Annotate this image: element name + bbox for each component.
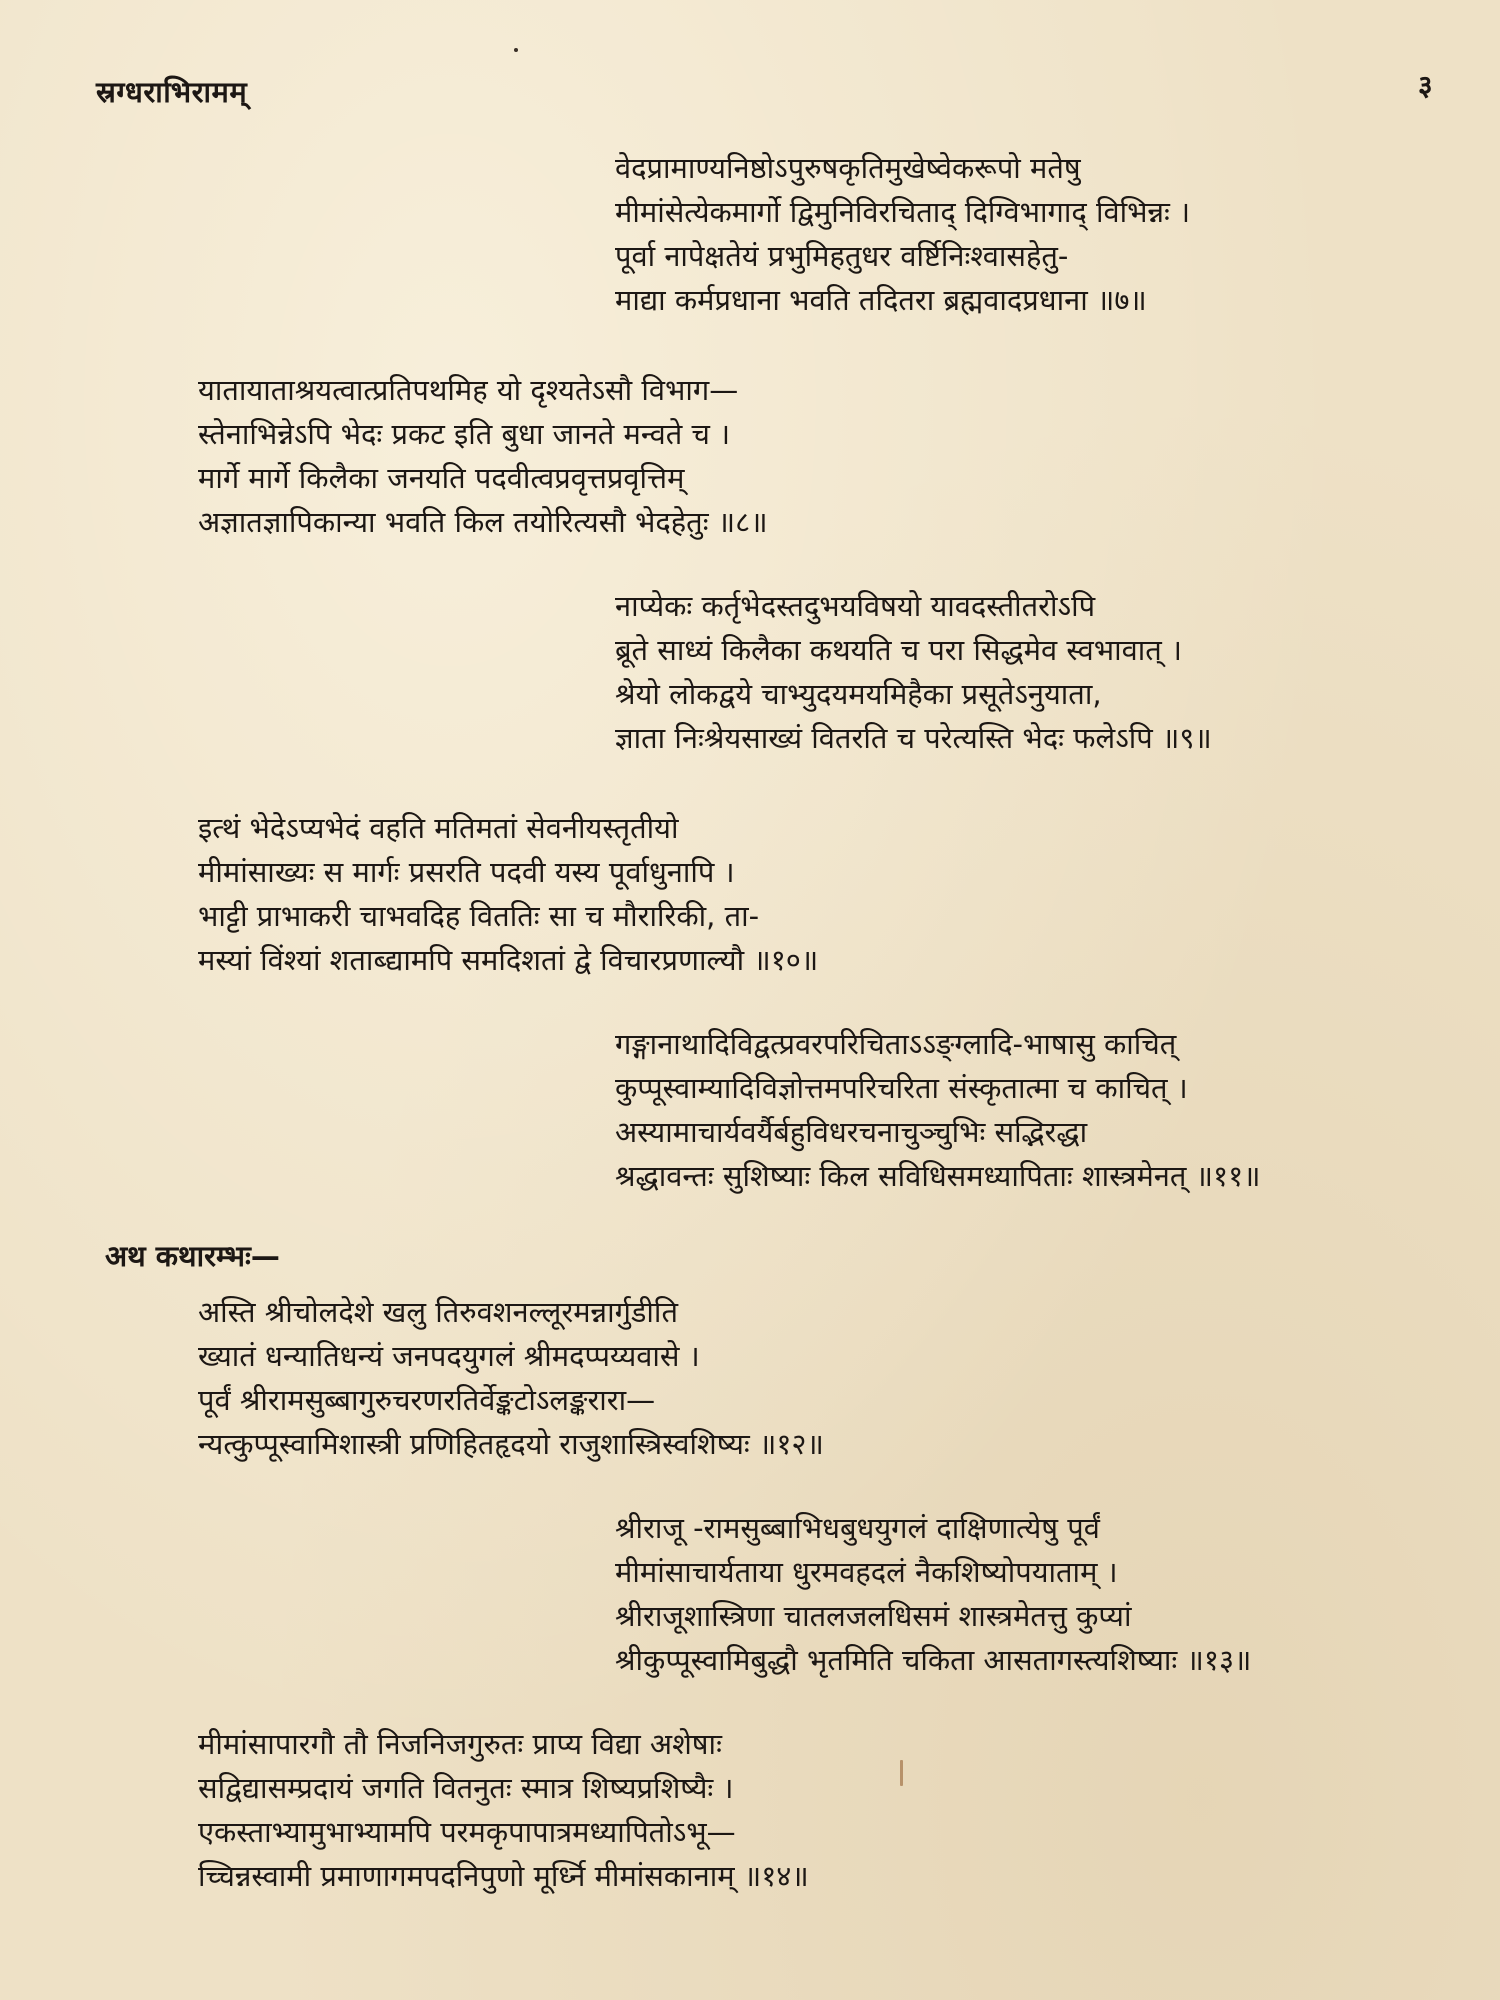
verse-line: श्रीकुप्पूस्वामिबुद्धौ भृतमिति चकिता आसतागस्त्यशिष्याः ॥१३॥: [615, 1643, 1252, 1677]
verse-line: च्चिन्नस्वामी प्रमाणागमपदनिपुणो मूर्ध्नि मीमांसकानाम् ॥१४॥: [198, 1859, 809, 1893]
verse-line: सद्विद्यासम्प्रदायं जगति वितनुतः स्मात्र शिष्यप्रशिष्यैः ।: [198, 1771, 734, 1805]
verse-line: श्रीराजू -रामसुब्बाभिधबुधयुगलं दाक्षिणात्येषु पूर्वं: [615, 1511, 1100, 1545]
verse-line: गङ्गानाथादिविद्वत्प्रवरपरिचिताऽऽङ्ग्लादि-भाषासु काचित्: [615, 1027, 1177, 1061]
verse-9: [615, 584, 1395, 760]
verse-line: कुप्पूस्वाम्यादिविज्ञोत्तमपरिचरिता संस्कृतात्मा च काचित् ।: [615, 1071, 1188, 1105]
verse-7: [615, 146, 1395, 322]
verse-line: माद्या कर्मप्रधाना भवति तदितरा ब्रह्मवादप्रधाना ॥७॥: [615, 283, 1147, 317]
verse-line: मीमांसाचार्यताया धुरमवहदलं नैकशिष्योपयाताम् ।: [615, 1555, 1118, 1589]
verse-line: यातायाताश्रयत्वात्प्रतिपथमिह यो दृश्यतेऽसौ विभाग—: [198, 373, 739, 407]
verse-line: श्रद्धावन्तः सुशिष्याः किल सविधिसमध्यापिताः शास्त्रमेनत् ॥११॥: [615, 1159, 1261, 1193]
verse-line: स्तेनाभिन्नेऽपि भेदः प्रकट इति बुधा जानते मन्वते च ।: [198, 417, 731, 451]
ink-speck: [514, 48, 518, 52]
verse-line: मीमांसापारगौ तौ निजनिजगुरुतः प्राप्य विद्या अशेषाः: [198, 1727, 722, 1761]
verse-line: ब्रूते साध्यं किलैका कथयति च परा सिद्धमेव स्वभावात् ।: [615, 633, 1183, 667]
verse-line: वेदप्रामाण्यनिष्ठोऽपुरुषकृतिमुखेष्वेकरूपो मतेषु: [615, 151, 1081, 185]
running-header-title: स्रग्धराभिरामम्: [96, 75, 248, 109]
verse-line: मीमांसाख्यः स मार्गः प्रसरति पदवी यस्य पूर्वाधुनापि ।: [198, 855, 735, 889]
verse-11: [615, 1022, 1395, 1198]
verse-line: मार्गे मार्गे किलैका जनयति पदवीत्वप्रवृत्तप्रवृत्तिम्: [198, 461, 685, 495]
verse-line: पूर्वं श्रीरामसुब्बागुरुचरणरतिर्वेङ्कटोऽलङ्करारा—: [198, 1383, 656, 1417]
paper-mark: [900, 1760, 903, 1786]
verse-14: [198, 1722, 1058, 1898]
verse-line: इत्थं भेदेऽप्यभेदं वहति मतिमतां सेवनीयस्तृतीयो: [198, 811, 679, 845]
verse-line: नाप्येकः कर्तृभेदस्तदुभयविषयो यावदस्तीतरोऽपि: [615, 589, 1096, 623]
verse-line: मीमांसेत्येकमार्गो द्विमुनिविरचिताद् दिग्विभागाद् विभिन्नः ।: [615, 195, 1191, 229]
verse-line: अस्ति श्रीचोलदेशे खलु तिरुवशनल्लूरमन्नार्गुडीति: [198, 1295, 678, 1329]
verse-line: ज्ञाता निःश्रेयसाख्यं वितरति च परेत्यस्ति भेदः फलेऽपि ॥९॥: [615, 721, 1212, 755]
verse-12: [198, 1290, 1058, 1466]
verse-line: ख्यातं धन्यातिधन्यं जनपदयुगलं श्रीमदप्पय्यवासे ।: [198, 1339, 700, 1373]
verse-line: पूर्वा नापेक्षतेयं प्रभुमिहतुधर वर्ष्टिनिःश्वासहेतु-: [615, 239, 1069, 273]
verse-line: अस्यामाचार्यवर्यैर्बहुविधरचनाचुञ्चुभिः सद्भिरद्धा: [615, 1115, 1088, 1149]
verse-line: श्रीराजूशास्त्रिणा चातलजलधिसमं शास्त्रमेतत्तु कुप्यां: [615, 1599, 1132, 1633]
verse-line: भाट्टी प्राभाकरी चाभवदिह विततिः सा च मौरारिकी, ता-: [198, 899, 760, 933]
verse-line: एकस्ताभ्यामुभाभ्यामपि परमकृपापात्रमध्यापितोऽभू—: [198, 1815, 736, 1849]
page-number: ३: [1418, 69, 1433, 102]
verse-10: [198, 806, 1058, 982]
verse-line: न्यत्कुप्पूस्वामिशास्त्री प्रणिहितहृदयो राजुशास्त्रिस्वशिष्यः ॥१२॥: [198, 1427, 824, 1461]
section-heading: अथ कथारम्भः—: [105, 1239, 280, 1273]
verse-line: श्रेयो लोकद्वये चाभ्युदयमयमिहैका प्रसूतेऽनुयाता,: [615, 677, 1102, 711]
verse-line: अज्ञातज्ञापिकान्या भवति किल तयोरित्यसौ भेदहेतुः ॥८॥: [198, 505, 768, 539]
verse-line: मस्यां विंश्यां शताब्द्यामपि समदिशतां द्वे विचारप्रणाल्यौ ॥१०॥: [198, 943, 819, 977]
verse-8: [198, 368, 1058, 544]
verse-13: [615, 1506, 1395, 1682]
